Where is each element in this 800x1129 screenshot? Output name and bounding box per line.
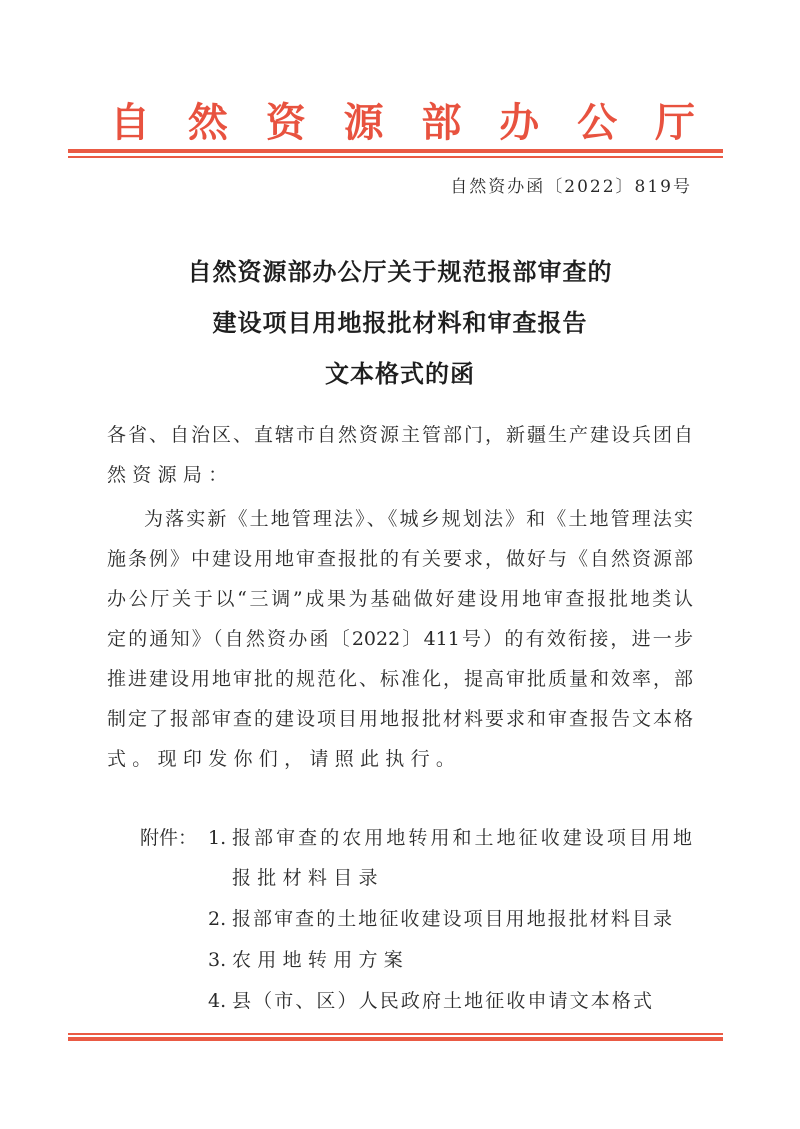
body-line-1: 为落实新《土地管理法》、《城乡规划法》和《土地管理法实: [144, 508, 693, 530]
attachment-2-number: 2.: [208, 908, 227, 930]
header-red-rule-thin: [68, 156, 723, 158]
document-title-line-3: 文本格式的函: [325, 359, 475, 388]
body-line-5: 推进建设用地审批的规范化、标准化，提高审批质量和效率，部: [107, 668, 693, 690]
footer-red-rule-thick: [68, 1037, 723, 1041]
attachment-2-line-1: 报部审查的土地征收建设项目用地报批材料目录: [232, 908, 672, 930]
header-red-rule-thick: [68, 149, 723, 153]
salutation-line-2: 然资源局：: [107, 464, 234, 486]
salutation-line-1: 各省、自治区、直辖市自然资源主管部门，新疆生产建设兵团自: [107, 424, 693, 446]
document-title-line-1: 自然资源部办公厅关于规范报部审查的: [187, 257, 613, 286]
attachment-3-line-1: 农用地转用方案: [232, 949, 410, 971]
issuing-organization-header: 自然资源部办公厅: [110, 99, 695, 146]
attachment-1-line-1: 报部审查的农用地转用和土地征收建设项目用地: [232, 827, 692, 849]
attachment-1-number: 1.: [208, 827, 227, 849]
document-title-line-2: 建设项目用地报批材料和审查报告: [212, 308, 588, 337]
body-line-4: 定的通知》（自然资办函〔2022〕411号）的有效衔接，进一步: [107, 628, 693, 650]
attachments-label: 附件：: [140, 827, 198, 849]
attachment-4-number: 4.: [208, 990, 227, 1012]
attachment-4-line-1: 县（市、区）人民政府土地征收申请文本格式: [232, 990, 652, 1012]
footer-red-rule-thin: [68, 1033, 723, 1035]
attachment-3-number: 3.: [208, 949, 227, 971]
document-number: 自然资办函〔2022〕819号: [450, 177, 692, 197]
body-line-6: 制定了报部审查的建设项目用地报批材料要求和审查报告文本格: [107, 708, 693, 730]
body-line-2: 施条例》中建设用地审查报批的有关要求，做好与《自然资源部: [107, 548, 693, 570]
body-line-3: 办公厅关于以“三调”成果为基础做好建设用地审查报批地类认: [107, 588, 693, 610]
body-line-7: 式。现印发你们，请照此执行。: [107, 748, 462, 770]
attachment-1-line-2: 报批材料目录: [232, 867, 384, 889]
